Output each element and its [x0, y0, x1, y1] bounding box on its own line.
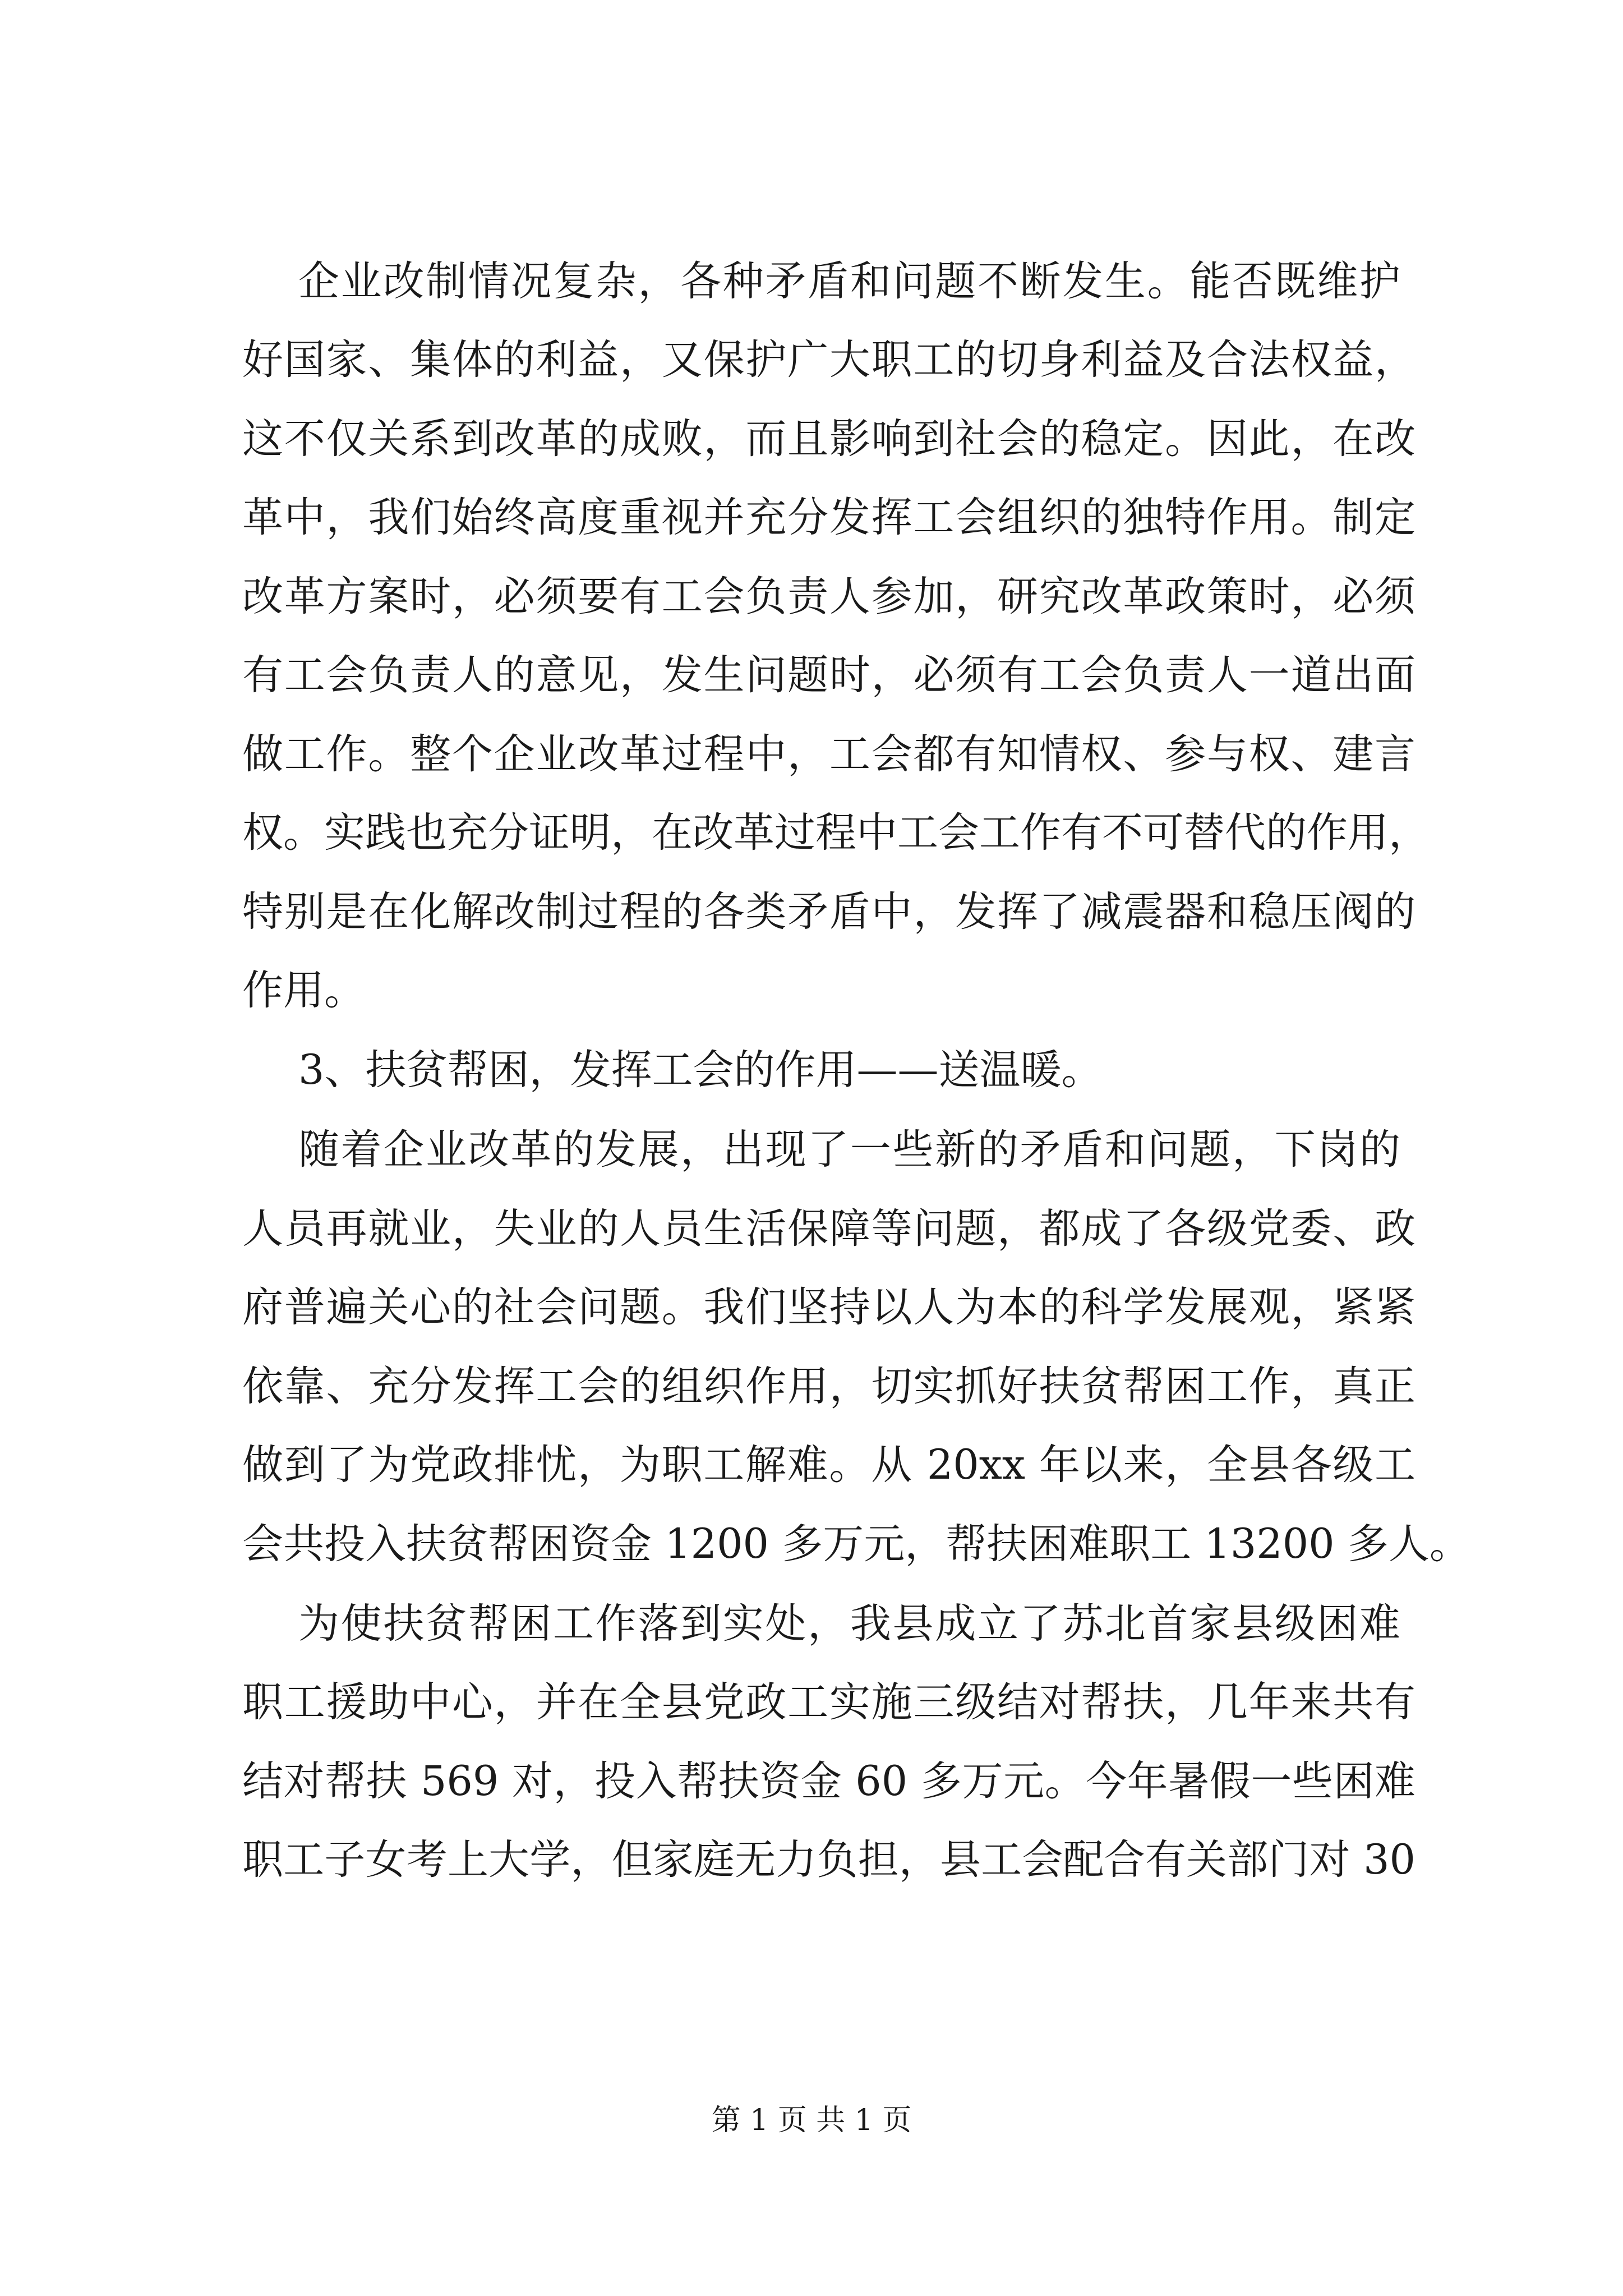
text-line: 结对帮扶 569 对，投入帮扶资金 60 多万元。今年暑假一些困难: [242, 1757, 1415, 1805]
text-line: 职工子女考上大学，但家庭无力负担，县工会配合有关部门对 30: [242, 1836, 1415, 1884]
text-line: 3、扶贫帮困，发挥工会的作用——送温暖。: [298, 1046, 1103, 1094]
page-footer: 第 1 页 共 1 页: [711, 2104, 912, 2137]
text-line: 特别是在化解改制过程的各类矛盾中，发挥了减震器和稳压阀的: [242, 888, 1415, 936]
text-line: 会共投入扶贫帮困资金 1200 多万元，帮扶困难职工 13200 多人。: [242, 1520, 1470, 1568]
text-line: 做工作。整个企业改革过程中，工会都有知情权、参与权、建言: [242, 730, 1415, 778]
text-line: 依靠、充分发挥工会的组织作用，切实抓好扶贫帮困工作，真正: [242, 1363, 1415, 1410]
text-line: 府普遍关心的社会问题。我们坚持以人为本的科学发展观，紧紧: [242, 1283, 1415, 1331]
text-line: 好国家、集体的利益，又保护广大职工的切身利益及合法权益，: [242, 336, 1415, 384]
text-line: 作用。: [242, 967, 365, 1014]
text-line: 人员再就业，失业的人员生活保障等问题，都成了各级党委、政: [242, 1205, 1415, 1253]
text-line: 权。实践也充分证明，在改革过程中工会工作有不可替代的作用，: [242, 809, 1430, 857]
text-line: 随着企业改革的发展，出现了一些新的矛盾和问题，下岗的: [298, 1126, 1400, 1174]
text-line: 职工援助中心，并在全县党政工实施三级结对帮扶，几年来共有: [242, 1678, 1415, 1726]
text-line: 为使扶贫帮困工作落到实处，我县成立了苏北首家县级困难: [298, 1600, 1400, 1648]
text-line: 革中，我们始终高度重视并充分发挥工会组织的独特作用。制定: [242, 494, 1415, 541]
text-line: 这不仅关系到改革的成败，而且影响到社会的稳定。因此，在改: [242, 415, 1415, 463]
text-line: 企业改制情况复杂，各种矛盾和问题不断发生。能否既维护: [298, 257, 1400, 305]
text-line: 有工会负责人的意见，发生问题时，必须有工会负责人一道出面: [242, 651, 1415, 699]
text-line: 改革方案时，必须要有工会负责人参加，研究改革政策时，必须: [242, 573, 1415, 620]
text-line: 做到了为党政排忧，为职工解难。从 20xx 年以来，全县各级工: [242, 1441, 1415, 1489]
